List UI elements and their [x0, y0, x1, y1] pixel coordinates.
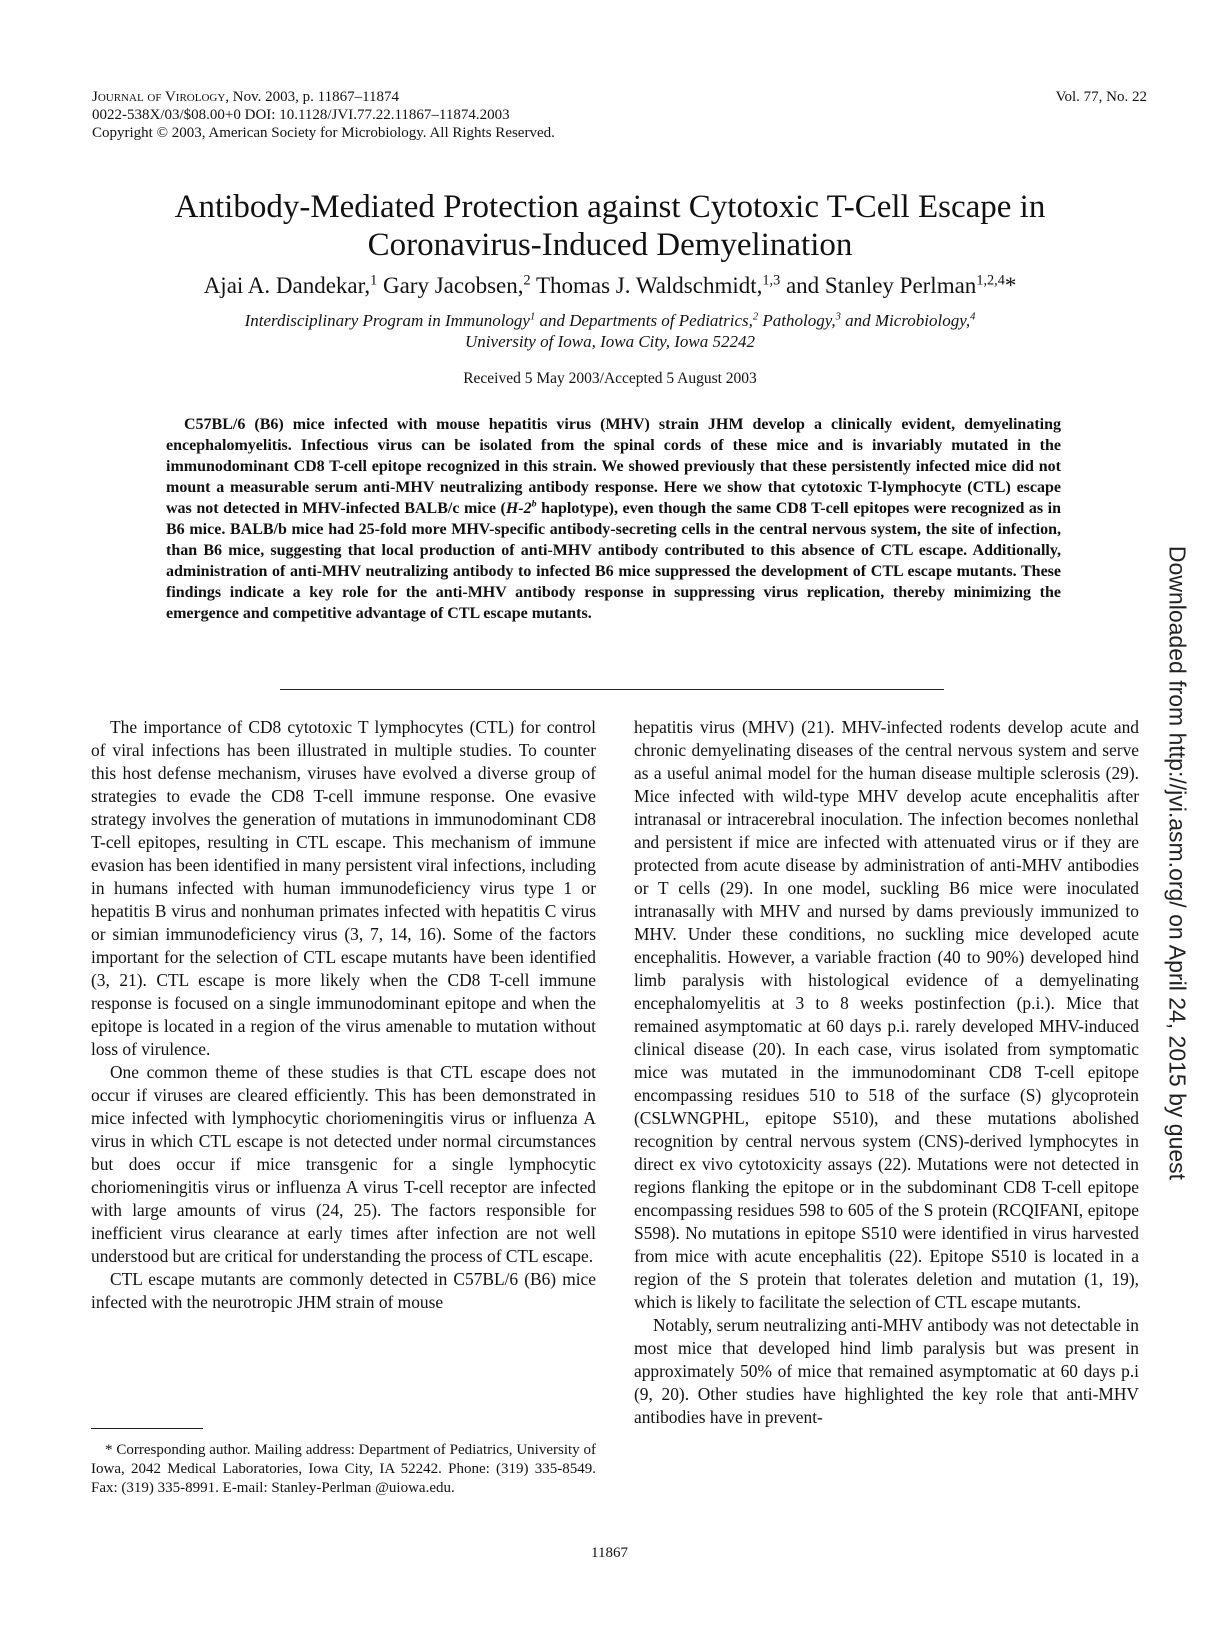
author-list [80, 272, 1140, 300]
affil-2-mark: 2 [752, 311, 759, 323]
abstract-part-2: haplotype), even though the same CD8 T-cell epitopes were recognized as in B6 mice. BALB/b mice had 25-fold more MHV-specific antibody-secreting cells in the central nervous system, the site of infection, than B6 mice, suggesting that local production of anti-MHV antibody contributed to this absence of CTL escape. Additionally, administration of anti-MHV neutralizing antibody to infected B6 mice suppressed the development of CTL escape mutants. These findings indicate a key role for the anti-MHV antibody response in suppressing virus replication, thereby minimizing the emergence and competitive advantage of CTL escape mutants. [166, 500, 1061, 622]
affiliation-line-1 [80, 310, 1140, 331]
haplotype-superscript: b [531, 498, 537, 510]
paragraph: CTL escape mutants are commonly detected in C57BL/6 (B6) mice infected with the neurotropic JHM strain of mouse [91, 1269, 596, 1312]
affil-pathology: Pathology, [758, 311, 836, 330]
author-3-affil: 1,3 [762, 272, 781, 289]
author-2: Gary Jacobsen, [377, 273, 524, 298]
affiliations [80, 310, 1140, 352]
paragraph: Notably, serum neutralizing anti-MHV antibody was not detectable in most mice that developed hind limb paralysis but was present in approximately 50% of mice that remained asymptomatic at 60 days p.i (9, 20). Other studies have highlighted the key role that anti-MHV antibodies have in prevent- [634, 1315, 1139, 1427]
paragraph: One common theme of these studies is that CTL escape does not occur if viruses are cleared efficiently. This has been demonstrated in mice infected with lymphocytic choriomeningitis virus or influenza A virus in which CTL escape is not detected under normal circumstances but does occur if mice transgenic for a single lymphocytic choriomeningitis virus or influenza A virus T-cell receptor are infected with large amounts of virus (24, 25). The factors responsible for inefficient virus clearance at early times after infection are not well understood but are critical for understanding the process of CTL escape. [91, 1062, 596, 1266]
abstract-text [166, 414, 1061, 624]
corresponding-author-footnote [91, 1441, 596, 1498]
received-dates: Received 5 May 2003/Accepted 5 August 2003 [463, 370, 757, 387]
abstract [166, 414, 1061, 624]
title-line-2: Coronavirus-Induced Demyelination [367, 227, 853, 263]
abstract-divider [280, 689, 944, 690]
page-number: 11867 [591, 1545, 628, 1561]
footnote-text: * Corresponding author. Mailing address: Department of Pediatrics, University of Iowa, 2042 Medical Laboratories, Iowa City, IA 52242. Phone: (319) 335-8549. Fax: (319) 335-8991. E-mail: Stanley-Perlman @uiowa.edu. [91, 1442, 596, 1496]
journal-citation [92, 88, 555, 106]
affil-pediatrics: and Departments of Pediatrics, [535, 311, 753, 330]
download-watermark [1152, 545, 1202, 1181]
doi-line: 0022-538X/03/$08.00+0 DOI: 10.1128/JVI.77.22.11867–11874.2003 [92, 107, 510, 123]
footnote-divider [91, 1428, 203, 1429]
affil-4-mark: 4 [970, 311, 976, 323]
volume-number: Vol. 77, No. 22 [1055, 89, 1147, 105]
corresponding-star: * [1004, 273, 1017, 298]
affil-3-mark: 3 [835, 311, 841, 323]
affil-microbiology: and Microbiology, [840, 311, 971, 330]
affiliation-line-2: University of Iowa, Iowa City, Iowa 52242 [465, 332, 755, 351]
author-2-affil: 2 [523, 272, 531, 289]
body-column-right [634, 716, 1139, 1429]
copyright-line: Copyright © 2003, American Society for Microbiology. All Rights Reserved. [92, 125, 555, 141]
author-3: Thomas J. Waldschmidt, [530, 273, 763, 298]
paragraph: hepatitis virus (MHV) (21). MHV-infected rodents develop acute and chronic demyelinating diseases of the central nervous system and serve as a useful animal model for the human disease multiple sclerosis (29). Mice infected with wild-type MHV develop acute encephalitis after intranasal or intracerebral inoculation. The infection becomes nonlethal and persistent if mice are infected with attenuated virus or if they are protected from acute disease by administration of anti-MHV antibodies or T cells (29). In one model, suckling B6 mice were inoculated intranasally with MHV and nursed by dams previously immunized to MHV. Under these conditions, no suckling mice developed acute encephalitis. However, a variable fraction (40 to 90%) developed hind limb paralysis with histological evidence of a demyelinating encephalomyelitis at 3 to 8 weeks postinfection (p.i.). Mice that remained asymptomatic at 60 days p.i. rarely developed MHV-induced clinical disease (20). In each case, virus isolated from symptomatic mice was mutated in the immunodominant CD8 T-cell epitope encompassing residues 510 to 518 of the surface (S) glycoprotein (CSLWNGPHL, epitope S510), and these mutations abolished recognition by central nervous system (CNS)-derived lymphocytes in direct ex vivo cytotoxicity assays (22). Mutations were not detected in regions flanking the epitope or in the subdominant CD8 T-cell epitope encompassing residues 598 to 605 of the S protein (RCQIFANI, epitope S598). No mutations in epitope S510 were identified in virus harvested from mice with acute encephalitis (22). Epitope S510 is located in a region of the S protein that tolerates deletion and mutation (1, 19), which is likely to facilitate the selection of CTL escape mutants. [634, 717, 1139, 1312]
affil-immunology: Interdisciplinary Program in Immunology [244, 311, 530, 330]
article-title [80, 188, 1140, 264]
author-1: Ajai A. Dandekar, [203, 273, 371, 298]
author-1-affil: 1 [370, 272, 378, 289]
running-header [92, 88, 555, 142]
issue-date: , Nov. 2003, p. 11867–11874 [225, 89, 400, 105]
abstract-part-1: C57BL/6 (B6) mice infected with mouse hepatitis virus (MHV) strain JHM develop a clinically evident, demyelinating encephalomyelitis. Infectious virus can be isolated from the spinal cords of these mice and is invariably mutated in the immunodominant CD8 T-cell epitope recognized in this strain. We showed previously that these persistently infected mice did not mount a measurable serum anti-MHV neutralizing antibody response. Here we show that cytotoxic T-lymphocyte (CTL) escape was not detected in MHV-infected BALB/c mice ( [166, 416, 1061, 517]
author-4-affil: 1,2,4 [976, 272, 1005, 289]
title-line-1: Antibody-Mediated Protection against Cytotoxic T-Cell Escape in [174, 189, 1046, 225]
paragraph: The importance of CD8 cytotoxic T lymphocytes (CTL) for control of viral infections has been illustrated in multiple studies. To counter this host defense mechanism, viruses have evolved a diverse group of strategies to evade the CD8 T-cell immune response. One evasive strategy involves the generation of mutations in immunodominant CD8 T-cell epitopes, resulting in CTL escape. This mechanism of immune evasion has been identified in many persistent viral infections, including in humans infected with human immunodeficiency virus type 1 or hepatitis B virus and nonhuman primates infected with hepatitis C virus or simian immunodeficiency virus (3, 7, 14, 16). Some of the factors important for the selection of CTL escape mutants have been identified (3, 21). CTL escape is more likely when the CD8 T-cell immune response is focused on a single immunodominant epitope and when the epitope is located in a region of the virus amenable to mutation without loss of virulence. [91, 717, 596, 1059]
body-column-left [91, 716, 596, 1314]
download-notice-text: Downloaded from http://jvi.asm.org/ on April 24, 2015 by guest [1164, 545, 1191, 1181]
haplotype-name: H-2 [505, 500, 532, 517]
affil-1-mark: 1 [529, 311, 536, 323]
journal-name: Journal of Virology [92, 89, 226, 105]
author-4: and Stanley Perlman [780, 273, 977, 298]
